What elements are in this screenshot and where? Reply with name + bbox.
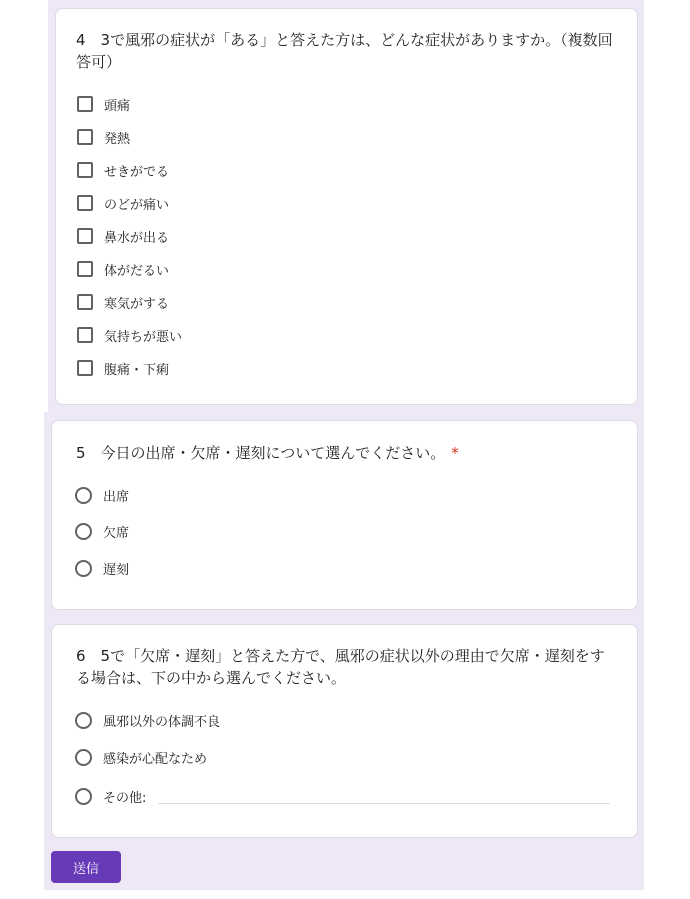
radio-option[interactable] [75, 746, 207, 768]
question-card-4 [55, 8, 638, 405]
radio-button[interactable] [75, 523, 92, 540]
radio-button[interactable] [75, 712, 92, 729]
checkbox[interactable] [77, 228, 93, 244]
radio-button[interactable] [75, 487, 92, 504]
radio-option[interactable] [75, 484, 129, 506]
checkbox-option[interactable] [77, 93, 130, 115]
question-card-5 [51, 420, 638, 610]
checkbox[interactable] [77, 327, 93, 343]
checkbox[interactable] [77, 360, 93, 376]
radio-option-other[interactable] [75, 785, 146, 807]
checkbox[interactable] [77, 294, 93, 310]
option-label: 頭痛 [104, 98, 131, 114]
checkbox-option[interactable] [77, 324, 182, 346]
checkbox[interactable] [77, 195, 93, 211]
option-label: 感染が心配なため [103, 751, 208, 767]
radio-button[interactable] [75, 788, 92, 805]
checkbox-option[interactable] [77, 159, 169, 181]
question-card-6 [51, 624, 638, 838]
option-label: 遅刻 [103, 562, 130, 578]
checkbox-option[interactable] [77, 291, 169, 313]
radio-group [75, 484, 475, 594]
submit-button[interactable]: 送信 [51, 851, 121, 883]
checkbox-option[interactable] [77, 126, 130, 148]
option-label: 欠席 [103, 525, 130, 541]
radio-button[interactable] [75, 560, 92, 577]
option-label: 気持ちが悪い [104, 329, 183, 345]
question-title: 6 5で「欠席・遅刻」と答えた方で、風邪の症状以外の理由で欠席・遅刻をする場合は、下の中から選んでください。 [76, 647, 605, 687]
checkbox-option[interactable] [77, 357, 169, 379]
checkbox-option[interactable] [77, 258, 169, 280]
radio-option[interactable] [75, 520, 129, 542]
option-label: 体がだるい [104, 263, 170, 279]
option-label: のどが痛い [104, 197, 170, 213]
question-title-text: 5 今日の出席・欠席・遅刻について選んでください。 [76, 444, 446, 462]
option-label: 寒気がする [104, 296, 170, 312]
option-label: 発熱 [104, 131, 131, 147]
question-title [76, 442, 616, 464]
option-label: 風邪以外の体調不良 [103, 714, 221, 730]
radio-option[interactable] [75, 709, 220, 731]
checkbox[interactable] [77, 129, 93, 145]
checkbox[interactable] [77, 162, 93, 178]
checkbox[interactable] [77, 96, 93, 112]
radio-option[interactable] [75, 557, 129, 579]
option-label: 腹痛・下痢 [104, 362, 170, 378]
question-title: 4 3で風邪の症状が「ある」と答えた方は、どんな症状がありますか。（複数回答可） [76, 31, 613, 71]
checkbox-option[interactable] [77, 225, 169, 247]
other-text-input[interactable] [158, 803, 610, 804]
option-label: せきがでる [104, 164, 170, 180]
required-asterisk: * [451, 444, 459, 462]
radio-group [75, 709, 615, 819]
radio-button[interactable] [75, 749, 92, 766]
option-label: 鼻水が出る [104, 230, 170, 246]
checkbox[interactable] [77, 261, 93, 277]
option-label: 出席 [103, 489, 130, 505]
option-label: その他: [103, 790, 147, 806]
checkbox-group [77, 93, 477, 393]
checkbox-option[interactable] [77, 192, 169, 214]
